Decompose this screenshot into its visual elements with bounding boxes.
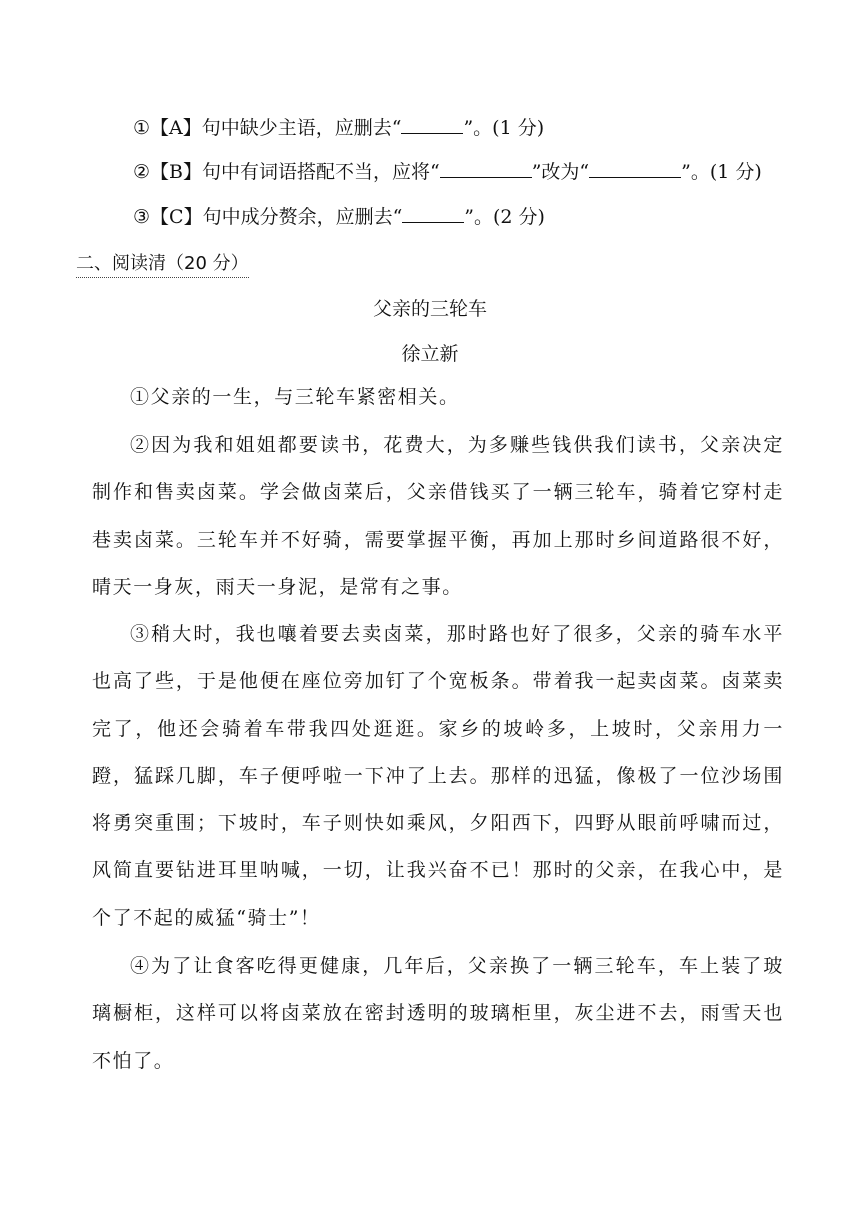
question-3 xyxy=(133,205,545,229)
answer-blank-3[interactable] xyxy=(402,206,464,223)
paragraph-4: ④为了让食客吃得更健康，几年后，父亲换了一辆三轮车，车上装了玻璃橱柜，这样可以将卤菜放在密封透明的玻璃柜里，灰尘进不去，雨雪天也不怕了。 xyxy=(92,955,784,1072)
question-2-text-mid: ”改为“ xyxy=(531,161,590,183)
article-title: 父亲的三轮车 xyxy=(372,298,487,320)
question-1 xyxy=(133,116,544,140)
question-2 xyxy=(133,160,762,184)
question-1-text-pre: ①【A】句中缺少主语，应删去“ xyxy=(133,117,402,139)
paragraph-1: ①父亲的一生，与三轮车紧密相关。 xyxy=(130,386,460,408)
paragraph-3: ③稍大时，我也嚷着要去卖卤菜，那时路也好了很多，父亲的骑车水平也高了些，于是他便在座位旁加钉了个宽板条。带着我一起卖卤菜。卤菜卖完了，他还会骑着车带我四处逛逛。家乡的坡岭多，上坡时，父亲用力一蹬，猛踩几脚，车子便呼啦一下冲了上去。那样的迅猛，像极了一位沙场围将勇突重围；下坡时，车子则快如乘风，夕阳西下，四野从眼前呼啸而过，风简直要钻进耳里呐喊，一切，让我兴奋不已！那时的父亲，在我心中，是个了不起的威猛“骑士”！ xyxy=(92,623,784,929)
article-author: 徐立新 xyxy=(401,343,459,365)
answer-blank-2b[interactable] xyxy=(589,161,681,178)
section-heading: 二、阅读清（20 分） xyxy=(76,252,249,278)
question-3-text-post: ”。(2 分) xyxy=(464,206,545,228)
question-1-text-post: ”。(1 分) xyxy=(463,117,545,139)
answer-blank-1[interactable] xyxy=(401,117,463,134)
question-2-text-pre: ②【B】句中有词语搭配不当，应将“ xyxy=(133,161,440,183)
question-2-text-post: ”。(1 分) xyxy=(681,161,762,183)
paragraph-2: ②因为我和姐姐都要读书，花费大，为多赚些钱供我们读书，父亲决定制作和售卖卤菜。学会做卤菜后，父亲借钱买了一辆三轮车，骑着它穿村走巷卖卤菜。三轮车并不好骑，需要掌握平衡，再加上那时乡间道路很不好，晴天一身灰，雨天一身泥，是常有之事。 xyxy=(92,434,784,598)
answer-blank-2a[interactable] xyxy=(440,161,532,178)
question-3-text-pre: ③【C】句中成分赘余，应删去“ xyxy=(133,206,403,228)
